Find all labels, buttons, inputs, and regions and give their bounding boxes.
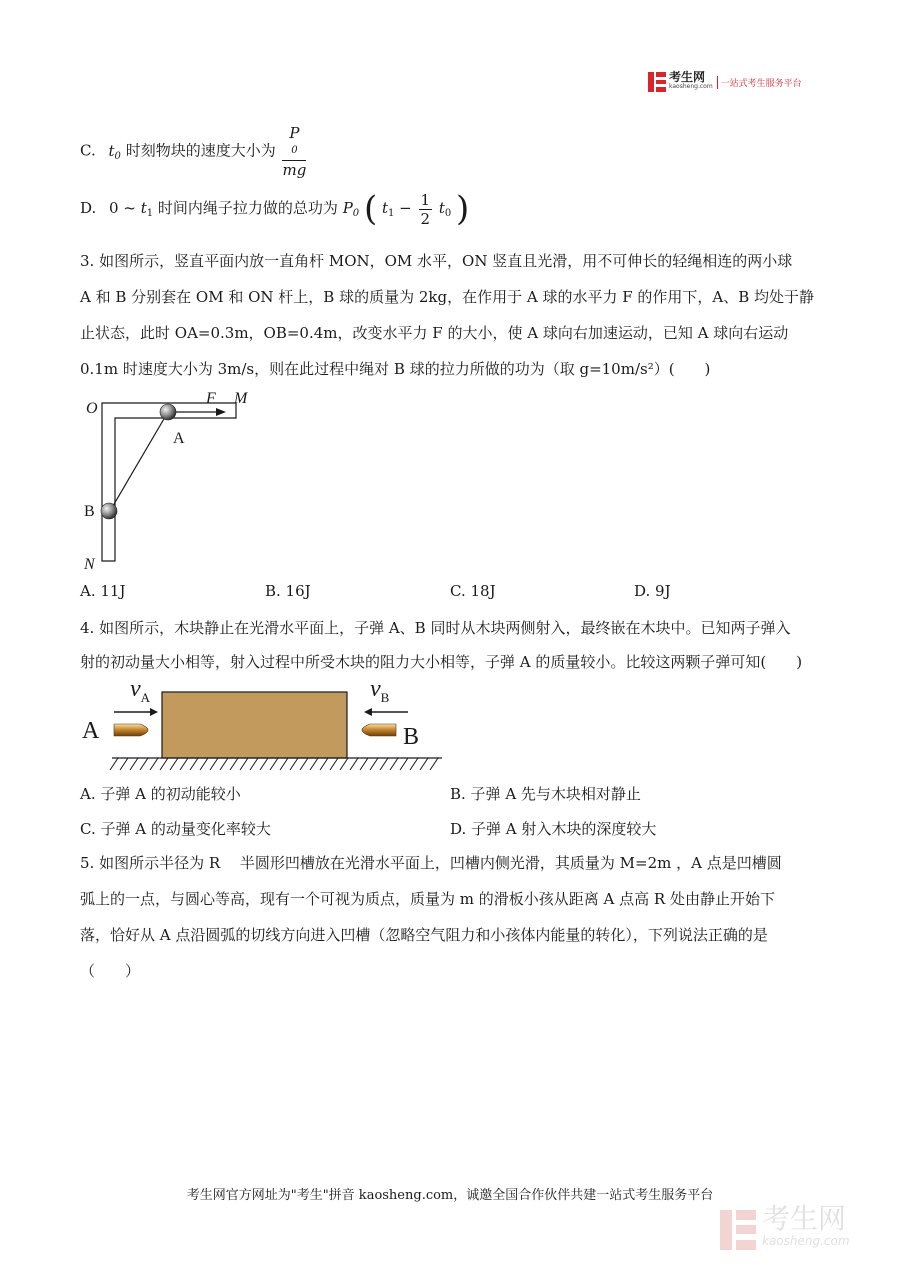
bullet-b <box>362 724 396 736</box>
q4-figure-block-bullets <box>80 672 460 776</box>
label-o: O <box>86 400 98 417</box>
watermark-logo <box>720 1202 850 1252</box>
q3-figure-right-angle-rod <box>80 385 270 575</box>
q3-line-2: A 和 B 分别套在 OM 和 ON 杆上，B 球的质量为 2kg，在作用于 A 球的水平力 F 的作用下，A、B 均处于静 <box>80 288 815 306</box>
arrow-vb-head <box>364 708 372 716</box>
q5-line-4: （ ） <box>80 962 141 980</box>
bullet-a <box>114 724 148 736</box>
q5-line-1: 5. 如图所示半径为 R 半圆形凹槽放在光滑水平面上，凹槽内侧光滑，其质量为 M=2m ，A 点是凹槽圆 <box>80 854 782 872</box>
label-b: B <box>84 503 95 520</box>
q5-line-3: 落，恰好从 A 点沿圆弧的切线方向进入凹槽（忽略空气阻力和小孩体内能量的转化），下列说法正确的是 <box>80 926 768 944</box>
label-n: N <box>84 556 95 573</box>
ball-a <box>160 404 176 420</box>
q3-line-4: 0.1m 时速度大小为 3m/s，则在此过程中绳对 B 球的拉力所做的功为（取 g=10m/s²）( ) <box>80 360 711 378</box>
q4-line-2: 射的初动量大小相等，射入过程中所受木块的阻力大小相等，子弹 A 的质量较小。比较这两颗子弹可知( ) <box>80 653 803 671</box>
q4-line-1: 4. 如图所示，木块静止在光滑水平面上，子弹 A、B 同时从木块两侧射入，最终嵌在木块中。已知两子弹入 <box>80 619 791 637</box>
arrow-va-head <box>150 708 158 716</box>
q4-option-c[interactable]: C. 子弹 A 的动量变化率较大 <box>80 820 271 838</box>
rope <box>110 412 168 511</box>
q3-line-1: 3. 如图所示，竖直平面内放一直角杆 MON，OM 水平，ON 竖直且光滑，用不可伸长的轻绳相连的两小球 <box>80 252 793 270</box>
brand-name: 考生网 <box>669 70 706 84</box>
q2-option-d: D. 0 ~ $t_1$ 时间内绳子拉力做的总功为 $P_0$ ( $t_1$ − $\frac{1}{2}$ $t_0$ ) <box>80 189 470 229</box>
rod-mon <box>102 403 236 561</box>
label-va: $v_A$ <box>130 676 151 705</box>
label-a: A <box>173 430 185 447</box>
formula-p0-over-mg: P 0 mg <box>282 124 307 179</box>
q4-option-b[interactable]: B. 子弹 A 先与木块相对静止 <box>450 785 641 803</box>
q2-option-c: C. $t_0$ 时刻物块的速度大小为 P 0 mg <box>80 124 307 179</box>
label-bullet-b: B <box>403 724 420 750</box>
watermark-logo-icon <box>720 1210 756 1250</box>
label-f: F <box>206 390 216 407</box>
q3-option-a[interactable]: A. 11J <box>80 582 126 600</box>
q4-option-d[interactable]: D. 子弹 A 射入木块的深度较大 <box>450 820 657 838</box>
q3-option-b[interactable]: B. 16J <box>265 582 311 600</box>
header-logo[interactable] <box>648 72 802 92</box>
watermark-domain: kaosheng.com <box>762 1234 850 1248</box>
q3-option-d[interactable]: D. 9J <box>634 582 671 600</box>
brand-slogan: 一站式考生服务平台 <box>717 76 802 89</box>
kaosheng-logo-icon <box>648 72 666 92</box>
formula-half: $\frac{1}{2}$ <box>420 190 431 228</box>
q3-option-c[interactable]: C. 18J <box>450 582 496 600</box>
q5-line-2: 弧上的一点，与圆心等高，现有一个可视为质点，质量为 m 的滑板小孩从距离 A 点高 R 处由静止开始下 <box>80 890 775 908</box>
label-vb: $v_B$ <box>370 676 390 705</box>
brand-domain: kaosheng.com <box>669 83 713 90</box>
q3-line-3: 止状态，此时 OA=0.3m，OB=0.4m，改变水平力 F 的大小，使 A 球向右加速运动，已知 A 球向右运动 <box>80 324 789 342</box>
label-bullet-a: A <box>82 718 100 744</box>
q4-option-a[interactable]: A. 子弹 A 的初动能较小 <box>80 785 241 803</box>
footer-text: 考生网官方网址为"考生"拼音 kaosheng.com，诚邀全国合作伙伴共建一站式考生服务平台 <box>186 1188 714 1203</box>
watermark-name: 考生网 <box>762 1202 847 1235</box>
wood-block <box>162 692 347 758</box>
ground-hatching <box>110 758 438 770</box>
label-m: M <box>234 390 248 407</box>
ball-b <box>101 503 117 519</box>
